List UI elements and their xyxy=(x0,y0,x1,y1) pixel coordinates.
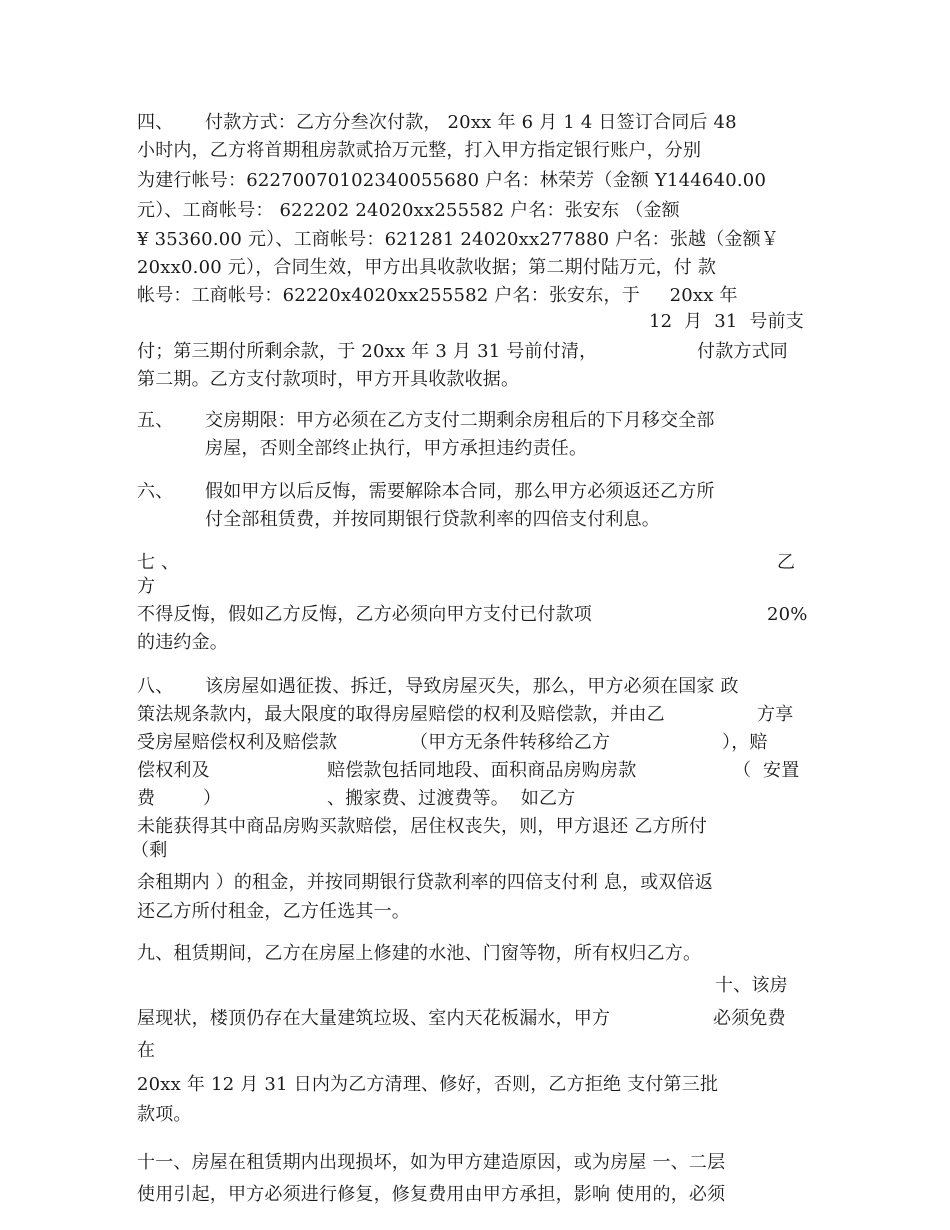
clause-7-line-4: 的违约金。 xyxy=(137,632,228,653)
clause-8-line-2: 策法规条款内，最大限度的取得房屋赔偿的权利及赔偿款，并由乙 xyxy=(137,704,665,725)
clause-7-line-2: 方 xyxy=(137,576,156,597)
clause-6-line-2: 付全部租赁费，并按同期银行贷款利率的四倍支付利息。 xyxy=(205,509,660,530)
clause-8-line-1: 该房屋如遇征拨、拆迁，导致房屋灭失，那么，甲方必须在国家 政 xyxy=(205,676,739,697)
clause-4-line-3: 为建行帐号：62270070102340055680 户名：林荣芳（金额 Y144640.00 xyxy=(137,170,767,191)
clause-8-line-4-middle: 赔偿款包括同地段、面积商品房购房款 xyxy=(327,760,637,781)
clause-8-line-7: （剩 xyxy=(131,840,168,861)
clause-8-line-2-right: 方享 xyxy=(757,704,794,725)
clause-8-line-5-right: 、搬家费、过渡费等。 如乙方 xyxy=(327,788,576,809)
clause-6-line-1: 假如甲方以后反悔，需要解除本合同，那么甲方必须返还乙方所 xyxy=(205,481,715,502)
clause-8-line-5: 费 xyxy=(137,788,156,809)
clause-4-line-7: 帐号：工商帐号：62220x4020xx255582 户名：张安东，于 20xx 年 xyxy=(137,285,738,306)
clause-8-line-9: 还乙方所付租金，乙方任选其一。 xyxy=(137,901,410,922)
clause-8-line-3-middle: （甲方无条件转移给乙方 xyxy=(410,732,611,753)
clause-10-line-5: 款项。 xyxy=(137,1104,192,1125)
clause-9-line-1: 九、租赁期间，乙方在房屋上修建的水池、门窗等物，所有权归乙方。 xyxy=(137,943,702,964)
clause-4-line-5: ¥ 35360.00 元）、工商帐号：621281 24020xx277880 户名：张越（金额￥ xyxy=(137,229,780,250)
clause-10-number: 十、该房 xyxy=(715,975,788,996)
clause-5-line-2: 房屋，否则全部终止执行，甲方承担违约责任。 xyxy=(205,438,588,459)
clause-8-line-3-right: ），赔 xyxy=(722,732,768,753)
clause-7-percent: 20% xyxy=(767,604,808,625)
clause-4-line-9-right: 付款方式同 xyxy=(697,341,788,362)
clause-4-line-8: 12 月 31 号前支 xyxy=(649,311,804,332)
clause-7-right-char: 乙 xyxy=(777,552,796,573)
clause-8-line-3: 受房屋赔偿权利及赔偿款 xyxy=(137,732,338,753)
clause-10-line-4: 20xx 年 12 月 31 日内为乙方清理、修好，否则，乙方拒绝 支付第三批 xyxy=(137,1074,719,1095)
clause-4-line-6: 20xx0.00 元），合同生效，甲方出具收款收据；第二期付陆万元，付 款 xyxy=(137,257,717,278)
clause-4-line-2: 小时内，乙方将首期租房款贰拾万元整，打入甲方指定银行账户，分别 xyxy=(137,140,702,161)
clause-5-number: 五、 xyxy=(137,410,174,431)
clause-10-line-3: 在 xyxy=(137,1040,156,1061)
clause-4-line-1: 付款方式：乙方分叁次付款， 20xx 年 6 月 1 4 日签订合同后 48 xyxy=(205,112,737,133)
clause-8-line-6: 未能获得其中商品房购买款赔偿，居住权丧失，则，甲方退还 乙方所付 xyxy=(137,816,708,837)
clause-6-number: 六、 xyxy=(137,481,174,502)
clause-5-line-1: 交房期限：甲方必须在乙方支付二期剩余房租后的下月移交全部 xyxy=(205,410,715,431)
clause-4-line-9: 付；第三期付所剩余款，于 20xx 年 3 月 31 号前付清， xyxy=(137,341,598,362)
clause-11-line-1: 十一、房屋在租赁期内出现损坏，如为甲方建造原因，或为房屋 一、二层 xyxy=(137,1152,726,1173)
clause-10-line-2-right: 必须免费 xyxy=(713,1008,786,1029)
clause-4-number: 四、 xyxy=(137,112,174,133)
clause-8-line-8: 余租期内 ）的租金，并按同期银行贷款利率的四倍支付利 息，或双倍返 xyxy=(137,872,714,893)
clause-8-line-5-paren: ） xyxy=(203,788,222,809)
clause-7-number: 七 、 xyxy=(137,552,180,573)
clause-7-line-3: 不得反悔，假如乙方反悔，乙方必须向甲方支付已付款项 xyxy=(137,604,592,625)
clause-4-line-10: 第二期。乙方支付款项时，甲方开具收款收据。 xyxy=(137,369,520,390)
clause-11-line-2: 使用引起，甲方必须进行修复，修复费用由甲方承担，影响 使用的，必须 xyxy=(137,1184,726,1205)
clause-4-line-4: 元）、工商帐号： 622202 24020xx255582 户名：张安东 （金额 xyxy=(137,200,680,221)
clause-8-line-4-right: （ 安置 xyxy=(733,760,800,781)
clause-8-number: 八、 xyxy=(137,676,174,697)
clause-10-line-2: 屋现状，楼顶仍存在大量建筑垃圾、室内天花板漏水，甲方 xyxy=(137,1008,611,1029)
clause-8-line-4: 偿权利及 xyxy=(137,760,210,781)
